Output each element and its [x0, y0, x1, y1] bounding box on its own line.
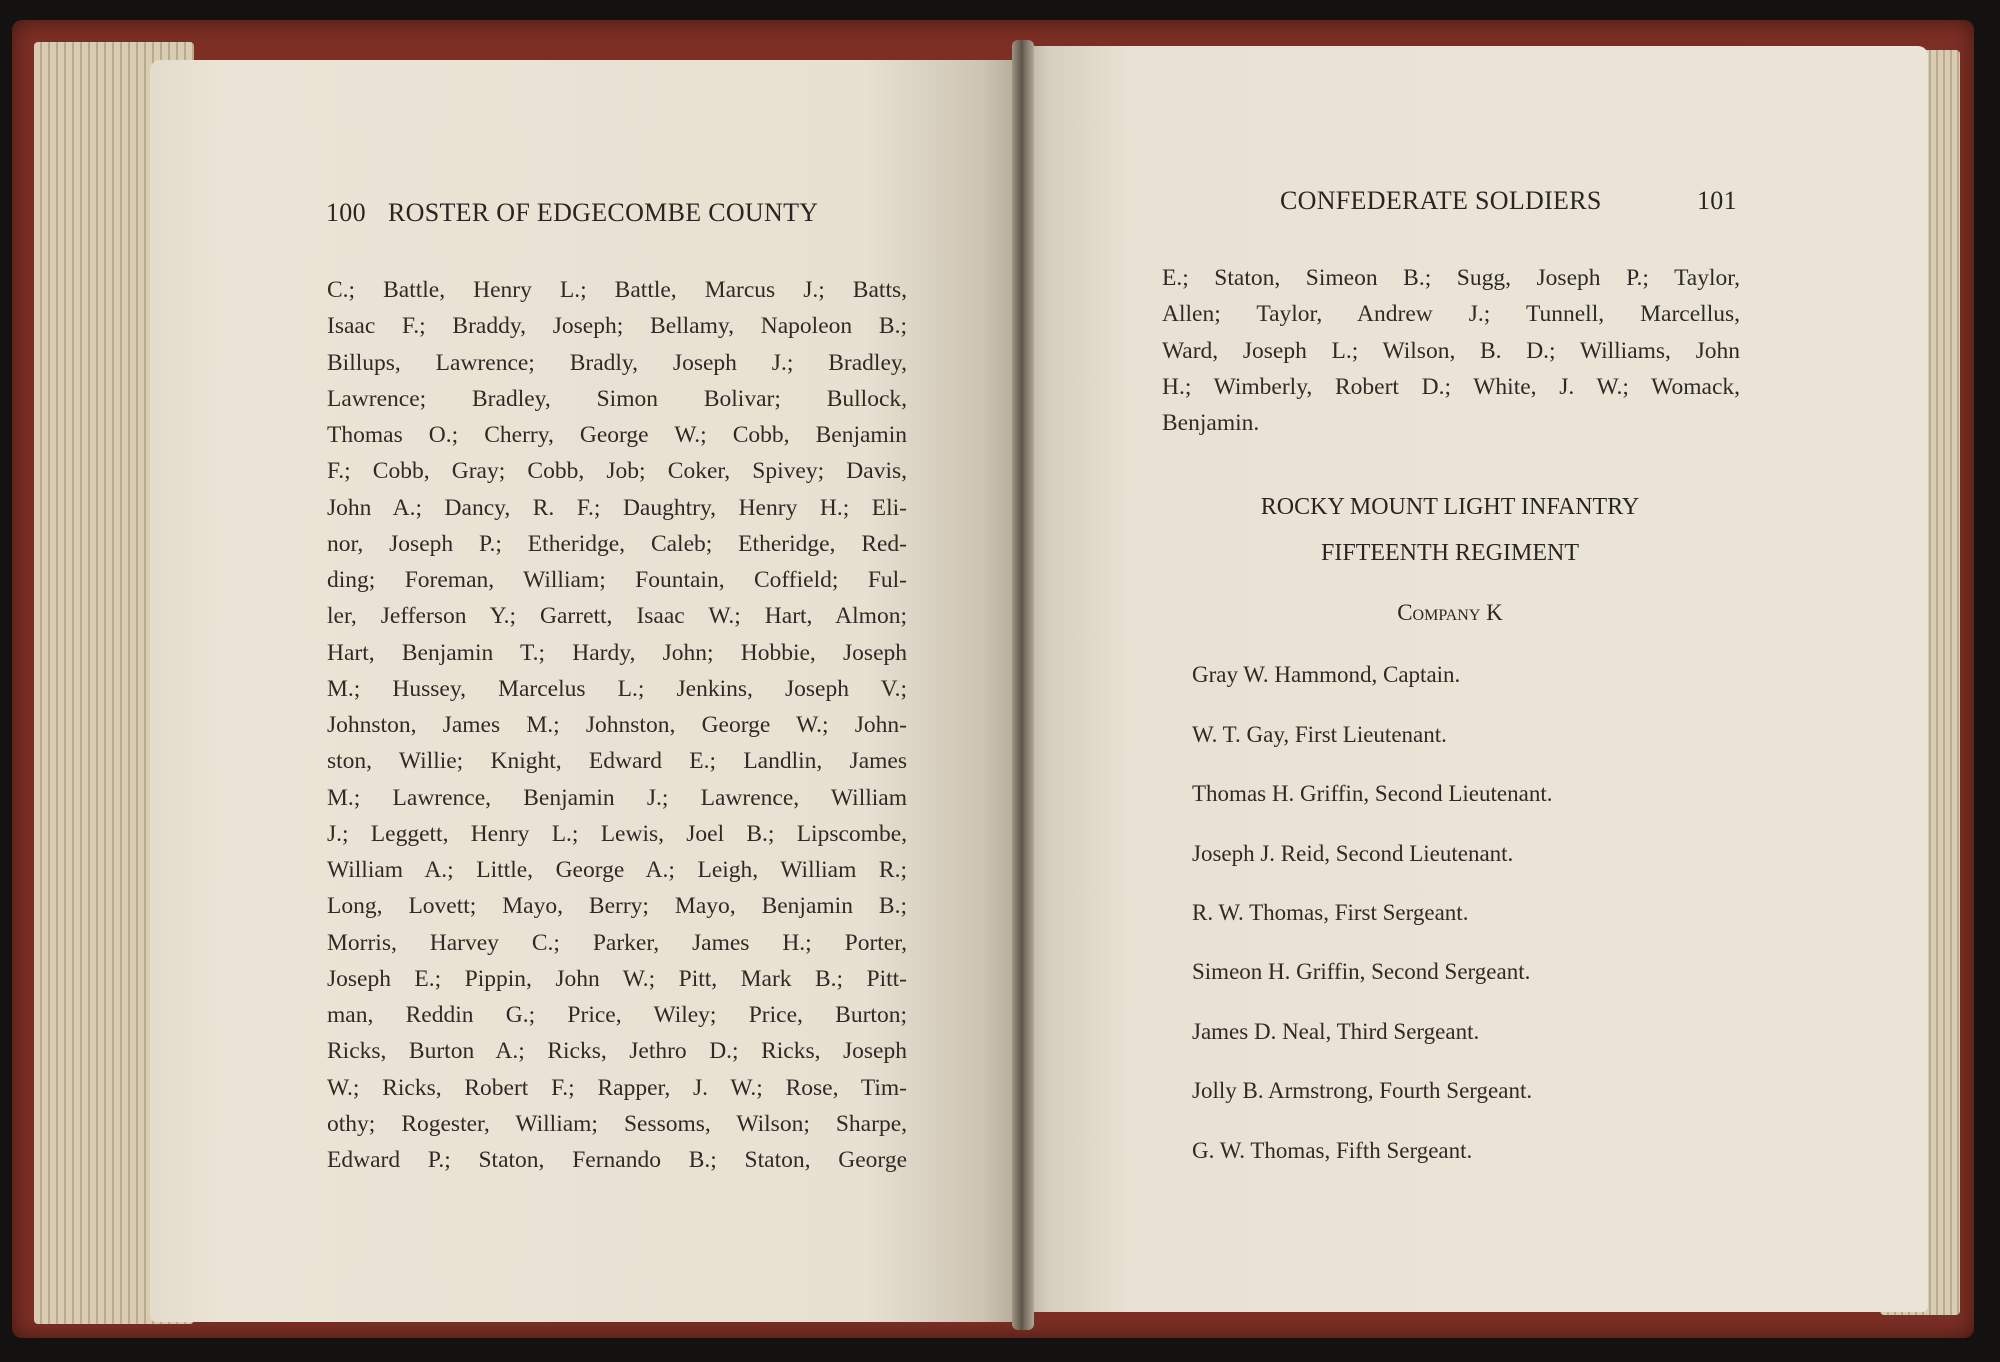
text-line: Johnston, James M.; Johnston, George W.; John- — [327, 712, 907, 738]
text-line: othy; Rogester, William; Sessoms, Wilson; Sharpe, — [327, 1110, 907, 1137]
officer-entry: Simeon H. Griffin, Second Sergeant. — [1192, 959, 1531, 984]
text-line: M.; Lawrence, Benjamin J.; Lawrence, William — [327, 784, 907, 811]
book-gutter — [1012, 40, 1034, 1330]
company-heading: Company K — [1397, 600, 1503, 625]
text-line: man, Reddin G.; Price, Wiley; Price, Burton; — [327, 1002, 907, 1028]
text-line: Ward, Joseph L.; Wilson, B. D.; Williams, John — [1162, 337, 1740, 364]
left-body-text — [327, 272, 907, 1178]
text-line: H.; Wimberly, Robert D.; White, J. W.; Womack, — [1162, 373, 1740, 400]
text-line: Long, Lovett; Mayo, Berry; Mayo, Benjamin B.; — [327, 893, 907, 920]
text-line: ston, Willie; Knight, Edward E.; Landlin, James — [327, 748, 907, 775]
text-line: Benjamin. — [1162, 410, 1260, 436]
officer-entry: G. W. Thomas, Fifth Sergeant. — [1192, 1138, 1473, 1163]
right-page-number: 101 — [1697, 186, 1737, 215]
text-line: F.; Cobb, Gray; Cobb, Job; Coker, Spivey; Davis, — [327, 458, 907, 485]
section-subtitle: FIFTEENTH REGIMENT — [1321, 540, 1579, 566]
right-page — [1022, 46, 1928, 1312]
officer-entry: Jolly B. Armstrong, Fourth Sergeant. — [1192, 1078, 1533, 1103]
text-line: M.; Hussey, Marcelus L.; Jenkins, Joseph V.; — [327, 675, 907, 702]
left-running-head: ROSTER OF EDGECOMBE COUNTY — [388, 198, 819, 227]
text-line: E.; Staton, Simeon B.; Sugg, Joseph P.; Taylor, — [1162, 265, 1740, 291]
text-line: Morris, Harvey C.; Parker, James H.; Porter, — [327, 929, 907, 956]
text-line: ding; Foreman, William; Fountain, Coffield; Ful- — [327, 567, 907, 593]
text-line: John A.; Dancy, R. F.; Daughtry, Henry H.; Eli- — [327, 494, 907, 521]
text-line: Isaac F.; Braddy, Joseph; Bellamy, Napoleon B.; — [327, 313, 907, 340]
section-title: ROCKY MOUNT LIGHT INFANTRY — [1260, 494, 1640, 520]
text-line: Hart, Benjamin T.; Hardy, John; Hobbie, Joseph — [327, 639, 907, 666]
left-page-number: 100 — [326, 198, 366, 227]
text-line: ler, Jefferson Y.; Garrett, Isaac W.; Hart, Almon; — [327, 603, 907, 630]
text-line: J.; Leggett, Henry L.; Lewis, Joel B.; Lipscombe, — [327, 820, 907, 847]
text-line: Billups, Lawrence; Bradly, Joseph J.; Bradley, — [327, 349, 907, 376]
officer-entry: W. T. Gay, First Lieutenant. — [1192, 722, 1447, 747]
officer-entry: Thomas H. Griffin, Second Lieutenant. — [1192, 781, 1553, 806]
officer-entry: Joseph J. Reid, Second Lieutenant. — [1192, 841, 1514, 866]
text-line: Ricks, Burton A.; Ricks, Jethro D.; Ricks, Joseph — [327, 1038, 907, 1065]
officer-entry: R. W. Thomas, First Sergeant. — [1192, 900, 1469, 925]
text-line: William A.; Little, George A.; Leigh, William R.; — [327, 857, 907, 883]
officer-entry: Gray W. Hammond, Captain. — [1192, 662, 1461, 687]
text-line: Thomas O.; Cherry, George W.; Cobb, Benjamin — [327, 422, 907, 448]
text-line: Joseph E.; Pippin, John W.; Pitt, Mark B.; Pitt- — [327, 965, 907, 992]
text-line: Lawrence; Bradley, Simon Bolivar; Bullock, — [327, 385, 907, 412]
text-line: nor, Joseph P.; Etheridge, Caleb; Etheridge, Red- — [327, 530, 907, 557]
text-line: C.; Battle, Henry L.; Battle, Marcus J.; Batts, — [327, 277, 907, 303]
officer-entry: James D. Neal, Third Sergeant. — [1192, 1019, 1480, 1044]
right-body-text — [1162, 260, 1740, 441]
text-line: Allen; Taylor, Andrew J.; Tunnell, Marcellus, — [1162, 301, 1740, 328]
text-line: Edward P.; Staton, Fernando B.; Staton, George — [327, 1147, 907, 1173]
text-line: W.; Ricks, Robert F.; Rapper, J. W.; Rose, Tim- — [327, 1074, 907, 1101]
right-running-head: CONFEDERATE SOLDIERS — [1280, 186, 1602, 215]
